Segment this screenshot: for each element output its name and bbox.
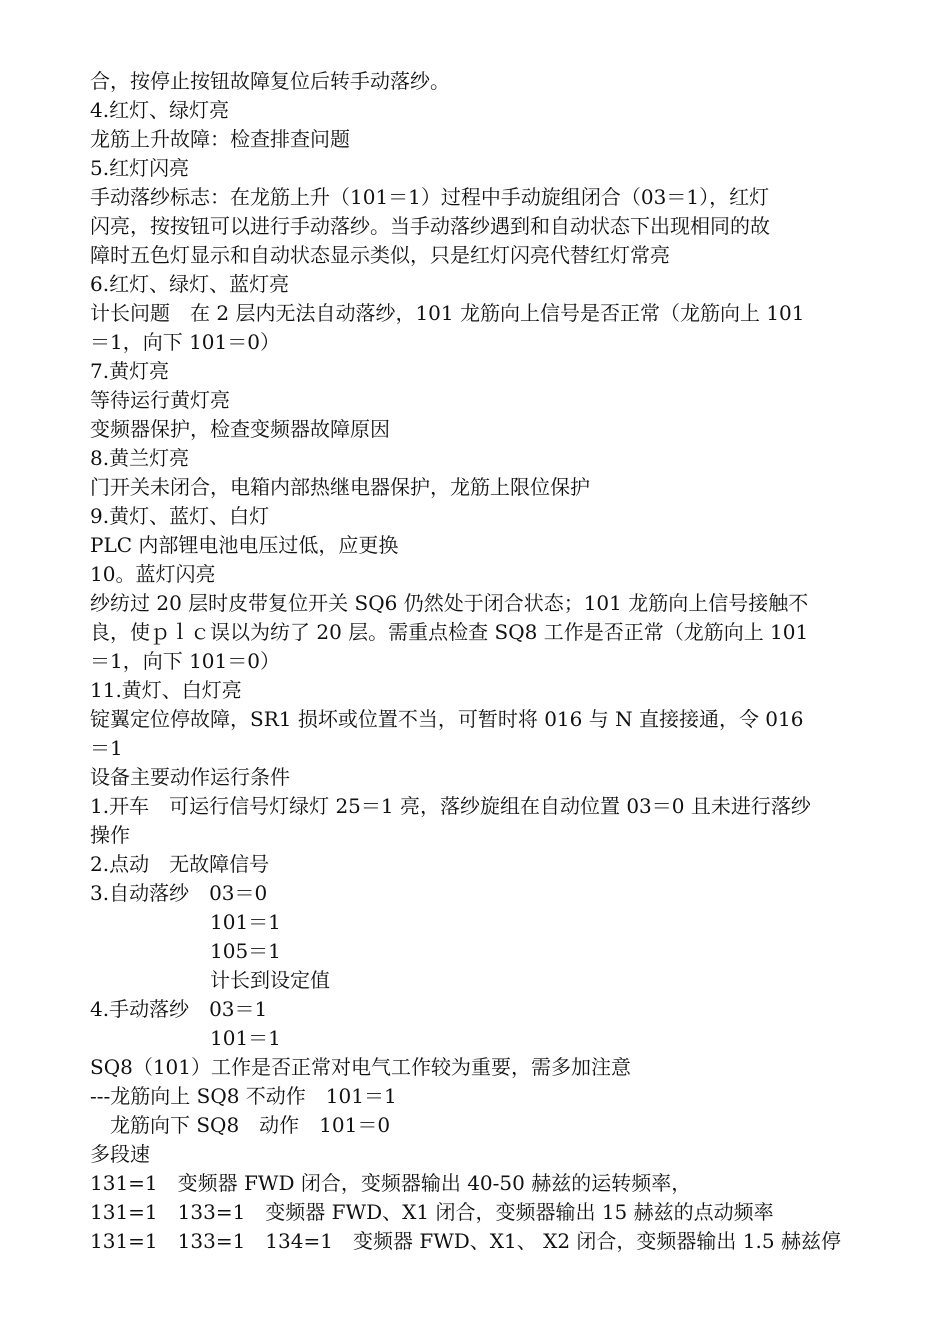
- text-line: 2.点动 无故障信号: [90, 852, 270, 876]
- text-line: ---龙筋向上 SQ8 不动作 101＝1: [90, 1084, 397, 1108]
- text-line: 9.黄灯、蓝灯、白灯: [90, 504, 270, 528]
- text-line: 1.开车 可运行信号灯绿灯 25＝1 亮，落纱旋组在自动位置 03＝0 且未进行落纱: [90, 794, 811, 818]
- text-line: 良，使ｐｌｃ误以为纺了 20 层。需重点检查 SQ8 工作是否正常（龙筋向上 101: [90, 620, 809, 644]
- text-line: 障时五色灯显示和自动状态显示类似，只是红灯闪亮代替红灯常亮: [90, 243, 670, 267]
- text-line: 101＝1: [90, 1026, 281, 1050]
- text-line: 等待运行黄灯亮: [90, 388, 230, 412]
- text-line: ＝1，向下 101＝0）: [90, 649, 280, 673]
- text-line: 10。蓝灯闪亮: [90, 562, 216, 586]
- text-line: 龙筋上升故障：检查排查问题: [90, 127, 350, 151]
- text-line: 手动落纱标志：在龙筋上升（101＝1）过程中手动旋组闭合（03＝1），红灯: [90, 185, 770, 209]
- text-line: SQ8（101）工作是否正常对电气工作较为重要，需多加注意: [90, 1055, 631, 1079]
- text-line: 变频器保护，检查变频器故障原因: [90, 417, 390, 441]
- text-line: 3.自动落纱 03＝0: [90, 881, 268, 905]
- text-line: 合，按停止按钮故障复位后转手动落纱。: [90, 69, 450, 93]
- text-line: 7.黄灯亮: [90, 359, 170, 383]
- text-line: 纱纺过 20 层时皮带复位开关 SQ6 仍然处于闭合状态；101 龙筋向上信号接触不: [90, 591, 809, 615]
- text-line: 4.手动落纱 03＝1: [90, 997, 268, 1021]
- text-line: 龙筋向下 SQ8 动作 101＝0: [90, 1113, 391, 1137]
- text-line: 闪亮，按按钮可以进行手动落纱。当手动落纱遇到和自动状态下出现相同的故: [90, 214, 770, 238]
- text-line: 131=1 变频器 FWD 闭合，变频器输出 40-50 赫兹的运转频率，: [90, 1171, 692, 1195]
- text-line: 设备主要动作运行条件: [90, 765, 290, 789]
- text-line: 计长问题 在 2 层内无法自动落纱，101 龙筋向上信号是否正常（龙筋向上 101: [90, 301, 805, 325]
- text-line: 5.红灯闪亮: [90, 156, 190, 180]
- text-line: 4.红灯、绿灯亮: [90, 98, 230, 122]
- text-line: 6.红灯、绿灯、蓝灯亮: [90, 272, 290, 296]
- text-line: ＝1，向下 101＝0）: [90, 330, 280, 354]
- text-line: 计长到设定值: [90, 968, 330, 992]
- text-line: 131=1 133=1 变频器 FWD、X1 闭合，变频器输出 15 赫兹的点动频率: [90, 1200, 774, 1224]
- text-line: 门开关未闭合，电箱内部热继电器保护，龙筋上限位保护: [90, 475, 590, 499]
- text-line: 操作: [90, 823, 130, 847]
- text-line: 131=1 133=1 134=1 变频器 FWD、X1、 X2 闭合，变频器输出 1.5 赫兹停: [90, 1229, 841, 1253]
- text-line: 多段速: [90, 1142, 150, 1166]
- text-line: 8.黄兰灯亮: [90, 446, 190, 470]
- text-line: 105＝1: [90, 939, 281, 963]
- text-line: 锭翼定位停故障，SR1 损坏或位置不当，可暂时将 016 与 N 直接接通，令 016: [90, 707, 804, 731]
- text-line: PLC 内部锂电池电压过低，应更换: [90, 533, 399, 557]
- text-line: 11.黄灯、白灯亮: [90, 678, 242, 702]
- document-body: [90, 67, 870, 1256]
- text-line: 101＝1: [90, 910, 281, 934]
- text-line: ＝1: [90, 736, 123, 760]
